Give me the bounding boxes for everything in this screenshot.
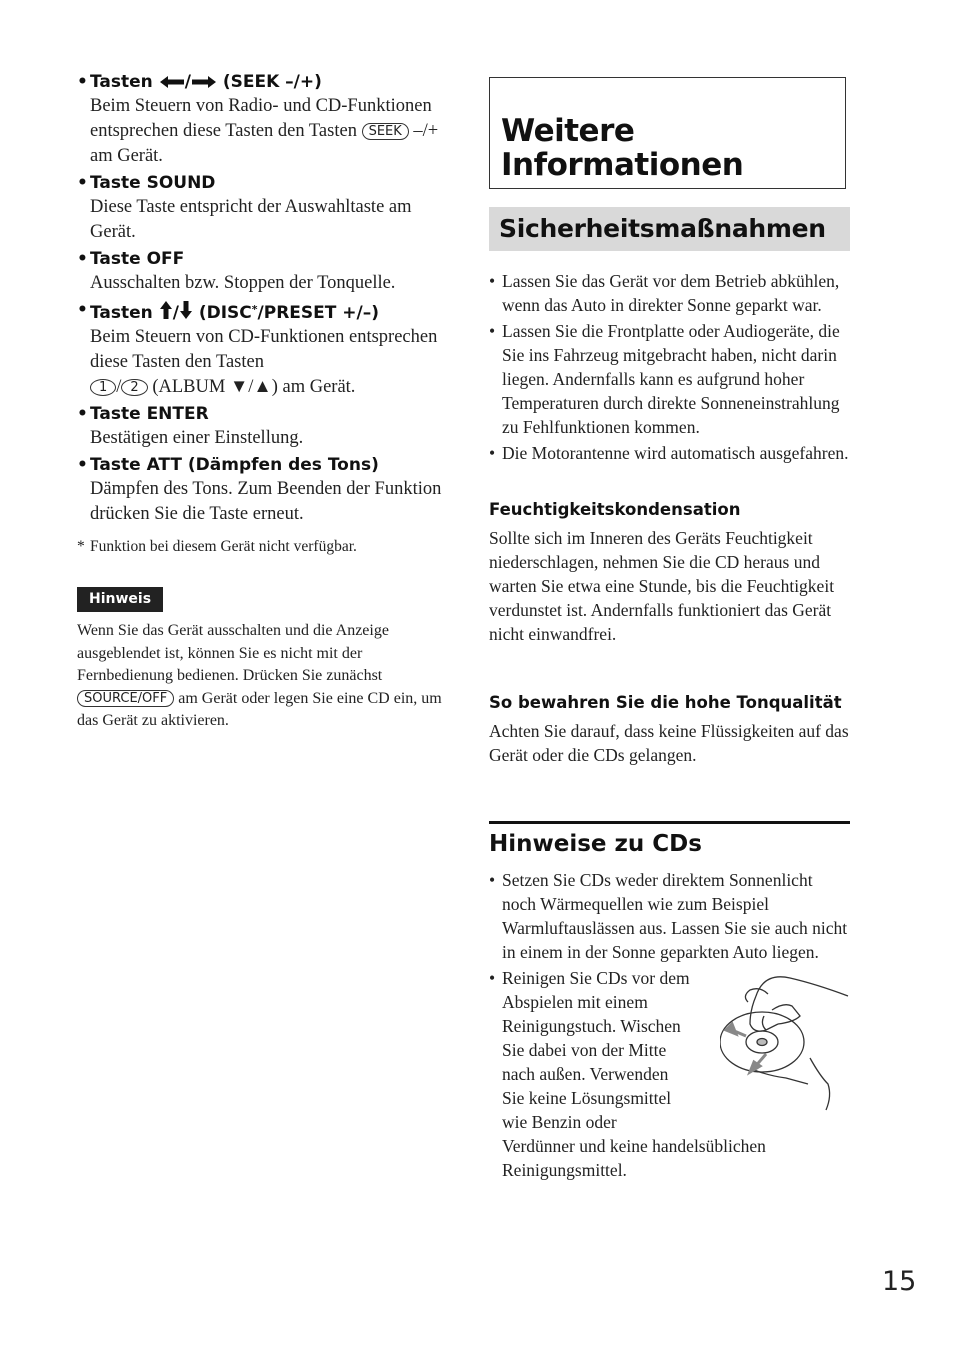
list-item: • Lassen Sie die Frontplatte oder Audiogeräte, die Sie ins Fahrzeug mitgebracht haben, nicht darin liegen. Andernfalls kann es aufgrund hoher Temperaturen durch direkte Sonneneinstrahlung zu Fehlfunktionen kommen.	[489, 321, 840, 437]
key-item-sound	[77, 171, 442, 245]
section-heading-safety: Sicherheitsmaßnahmen	[489, 207, 850, 251]
key-item-att	[77, 453, 442, 527]
key-heading: • Taste ATT (Dämpfen des Tons)	[77, 455, 379, 475]
key-description: Beim Steuern von CD-Funktionen entsprechen diese Tasten den Tasten 1 / 2 (ALBUM ▼/▲) am Gerät.	[90, 327, 438, 397]
sound-quality-text: Achten Sie darauf, dass keine Flüssigkeiten auf das Gerät oder die CDs gelangen.	[489, 721, 849, 765]
arrow-left-icon	[159, 75, 185, 89]
note-text: Wenn Sie das Gerät ausschalten und die Anzeige ausgeblendet ist, können Sie es nicht mit der Fernbedienung bedienen. Drücken Sie zunächst SOURCE/OFF am Gerät oder legen Sie eine CD ein, um das Gerät zu aktivieren.	[77, 622, 442, 729]
information-column	[489, 77, 850, 1184]
section-heading-cds: Hinweise zu CDs	[489, 821, 850, 860]
cd-cleaning-illustration-icon	[720, 966, 854, 1114]
page-number: 15	[882, 1266, 917, 1297]
list-item: • Die Motorantenne wird automatisch ausgefahren.	[489, 443, 849, 463]
subheading-sound-quality: So bewahren Sie die hohe Tonqualität	[489, 693, 842, 712]
arrow-up-icon	[159, 300, 173, 320]
triangle-down-icon: ▼	[229, 377, 249, 397]
subheading-condensation: Feuchtigkeitskondensation	[489, 500, 741, 519]
footnote: * Funktion bei diesem Gerät nicht verfügbar.	[77, 538, 357, 555]
key-description: Dämpfen des Tons. Zum Beenden der Funktion drücken Sie die Taste erneut.	[90, 479, 442, 524]
key-description: Ausschalten bzw. Stoppen der Tonquelle.	[90, 273, 396, 293]
cd-list	[489, 868, 850, 1182]
key-description: Beim Steuern von Radio- und CD-Funktionen entsprechen diese Tasten den Tasten SEEK –/+ am Gerät.	[90, 96, 439, 166]
key-heading: • Taste ENTER	[77, 404, 209, 424]
arrow-right-icon	[191, 75, 217, 89]
key-heading: • Tasten / (DISC*/PRESET +/–)	[77, 300, 379, 323]
key-description: Bestätigen einer Einstellung.	[90, 428, 304, 448]
list-item: • Reinigen Sie CDs vor dem Abspielen mit einem Reinigungstuch. Wischen Sie dabei von der Mitte nach außen. Verwenden Sie keine Lösungsmittel wie Benzin oder Verdünner und keine handelsüblichen Reinigungsmittel.	[489, 966, 850, 1182]
condensation-text: Sollte sich im Inneren des Geräts Feuchtigkeit niederschlagen, nehmen Sie die CD heraus und warten Sie etwa eine Stunde, bis die Feuchtigkeit verdunstet ist. Andernfalls funktioniert das Gerät nicht einwandfrei.	[489, 528, 835, 644]
chapter-title-line2: Informationen	[501, 147, 744, 183]
seek-button-symbol: SEEK	[362, 123, 409, 140]
safety-list	[489, 269, 850, 465]
source-off-button-symbol: SOURCE/OFF	[77, 690, 174, 707]
preset-1-button-symbol: 1	[90, 379, 116, 396]
note-label: Hinweis	[77, 587, 163, 612]
triangle-up-icon: ▲	[253, 377, 272, 397]
chapter-title-line1: Weitere	[501, 113, 635, 149]
list-item: • Lassen Sie das Gerät vor dem Betrieb abkühlen, wenn das Auto in direkter Sonne geparkt war.	[489, 271, 840, 315]
key-item-off	[77, 247, 442, 296]
preset-2-button-symbol: 2	[121, 379, 147, 396]
key-heading: • Taste OFF	[77, 249, 185, 269]
key-item-enter	[77, 402, 442, 451]
key-heading: • Taste SOUND	[77, 173, 216, 193]
key-heading: • Tasten / (SEEK –/+)	[77, 72, 322, 92]
key-item-disc-preset	[77, 298, 442, 400]
list-item: • Setzen Sie CDs weder direktem Sonnenlicht noch Wärmequellen wie zum Beispiel Warmluftauslässen aus. Lassen Sie sie auch nicht in einem in der Sonne geparkten Auto liegen.	[489, 870, 848, 962]
arrow-down-icon	[179, 300, 193, 320]
key-description: Diese Taste entspricht der Auswahltaste am Gerät.	[90, 197, 412, 242]
remote-keys-column	[77, 70, 442, 733]
chapter-title-box	[489, 77, 846, 189]
key-item-seek	[77, 70, 442, 169]
